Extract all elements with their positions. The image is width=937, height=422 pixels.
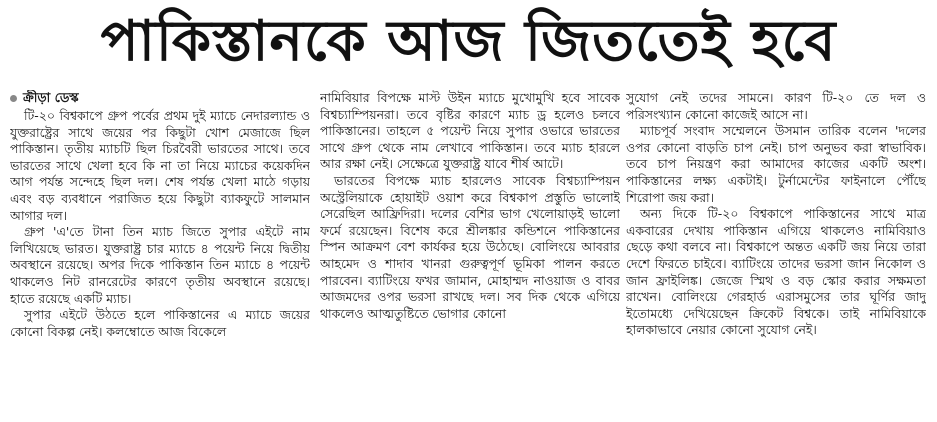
- paragraph: ভারতের বিপক্ষে ম্যাচ হারলেও সাবেক বিশ্বচ্যাম্পিয়ন অস্ট্রেলিয়াকে হোয়াইট ওয়াশ করে বিশ্বকাপ প্রস্তুতি ভালোই সেরেছিল আফ্রিদিরা। দলের বেশির ভাগ খেলোয়াড়ই ভালো ফর্মে রয়েছেন। বিশেষ করে শ্রীলঙ্কার কন্ডিশনে পাকিস্তানের স্পিন আক্রমণ বেশ কার্যকর হয়ে উঠেছে। বোলিংয়ে আবরার আহমেদ ও শাদাব খানরা গুরুত্বপূর্ণ ভূমিকা পালন করতে পারবেন। ব্যাটিংয়ে ফখর জামান, মোহাম্মদ নাওয়াজ ও বাবর আজমদের ওপর ভরসা রাখছে দল। সব দিক থেকে এগিয়ে থাকলেও আত্মতুষ্টিতে ভোগার কোনো: [320, 172, 620, 321]
- paragraph: ম্যাচপূর্ব সংবাদ সম্মেলনে উসমান তারিক বলেন 'দলের ওপর কোনো বাড়তি চাপ নেই। চাপ অনুভব করা স্বাভাবিক। তবে চাপ নিয়ন্ত্রণ করা আমাদের কাজের একটি অংশ। পাকিস্তানের লক্ষ্য একটাই। টুর্নামেন্টের ফাইনালে পৌঁছে শিরোপা জয় করা।: [626, 123, 926, 205]
- article-column-3: [626, 90, 926, 416]
- headline: পাকিস্তানকে আজ জিততেই হবে: [100, 9, 837, 74]
- paragraph: নামিবিয়ার বিপক্ষে মাস্ট উইন ম্যাচে মুখোমুখি হবে সাবেক বিশ্বচ্যাম্পিয়নরা। তবে বৃষ্টির কারণে ম্যাচ ড্র হলেও চলবে পাকিস্তানের। তাহলে ৫ পয়েন্ট নিয়ে সুপার ওভারে ভারতের সাথে গ্রুপ থেকে নাম লেখাবে পাকিস্তান। তবে ম্যাচ হারলে আর রক্ষা নেই। সেক্ষেত্রে যুক্তরাষ্ট্র যাবে শীর্ষ আটে।: [320, 90, 620, 172]
- bullet-icon: [10, 95, 17, 102]
- byline-text: ক্রীড়া ডেস্ক: [23, 91, 79, 106]
- paragraph: টি-২০ বিশ্বকাপে গ্রুপ পর্বের প্রথম দুই ম্যাচে নেদারল্যান্ড ও যুক্তরাষ্ট্রের সাথে জয়ের পর কিছুটা খোশ মেজাজে ছিল পাকিস্তান। তৃতীয় ম্যাচটি ছিল চিরবৈরী ভারতের সাথে। তবে ভারতের সাথে খেলা হবে কি না তা নিয়ে ম্যাচের কয়েকদিন আগ পর্যন্ত সন্দেহে ছিল দল। শেষ পর্যন্ত খেলা মাঠে গড়ায় এবং বড় ব্যবধানে পরাজিত হয়ে কিছুটা ব্যাকফুটে সালমান আগার দল।: [10, 108, 310, 223]
- article-column-2: [320, 90, 620, 416]
- paragraph: অন্য দিকে টি-২০ বিশ্বকাপে পাকিস্তানের সাথে মাত্র একবারের দেখায় পাকিস্তান এগিয়ে থাকলেও নামিবিয়াও ছেড়ে কথা বলবে না। বিশ্বকাপে অন্তত একটি জয় নিয়ে তারা দেশে ফিরতে চাইবে। ব্যাটিংয়ে তাদের ভরসা জান নিকোল ও জান ফ্রাইলিঙ্ক। জেজে স্মিথ ও বড় স্কোর করার সক্ষমতা রাখেন। বোলিংয়ে গেরহার্ড এরাসমুসের তার ঘূর্ণির জাদু ইতোমধ্যে দেখিয়েছেন ক্রিকেট বিশ্বকে। তাই নামিবিয়াকে হালকাভাবে নেয়ার কোনো সুযোগ নেই।: [626, 206, 926, 338]
- paragraph: গ্রুপ 'এ'তে টানা তিন ম্যাচ জিতে সুপার এইটে নাম লিখিয়েছে ভারত। যুক্তরাষ্ট্র চার ম্যাচে ৪ পয়েন্ট নিয়ে দ্বিতীয় অবস্থানে রয়েছে। অপর দিকে পাকিস্তান তিন ম্যাচে ৪ পয়েন্ট থাকলেও নিট রানরেটের কারণে তৃতীয় অবস্থানে রয়েছে। হাতে রয়েছে একটি ম্যাচ।: [10, 224, 310, 306]
- article-column-1: [10, 90, 310, 416]
- byline: [10, 90, 310, 107]
- paragraph: সুপার এইটে উঠতে হলে পাকিস্তানের এ ম্যাচে জয়ের কোনো বিকল্প নেই। কলম্বোতে আজ বিকেলে: [10, 307, 310, 339]
- paragraph: সুযোগ নেই তদের সামনে। কারণ টি-২০ তে দল ও পরিসংখ্যান কোনো কাজেই আসে না।: [626, 90, 926, 122]
